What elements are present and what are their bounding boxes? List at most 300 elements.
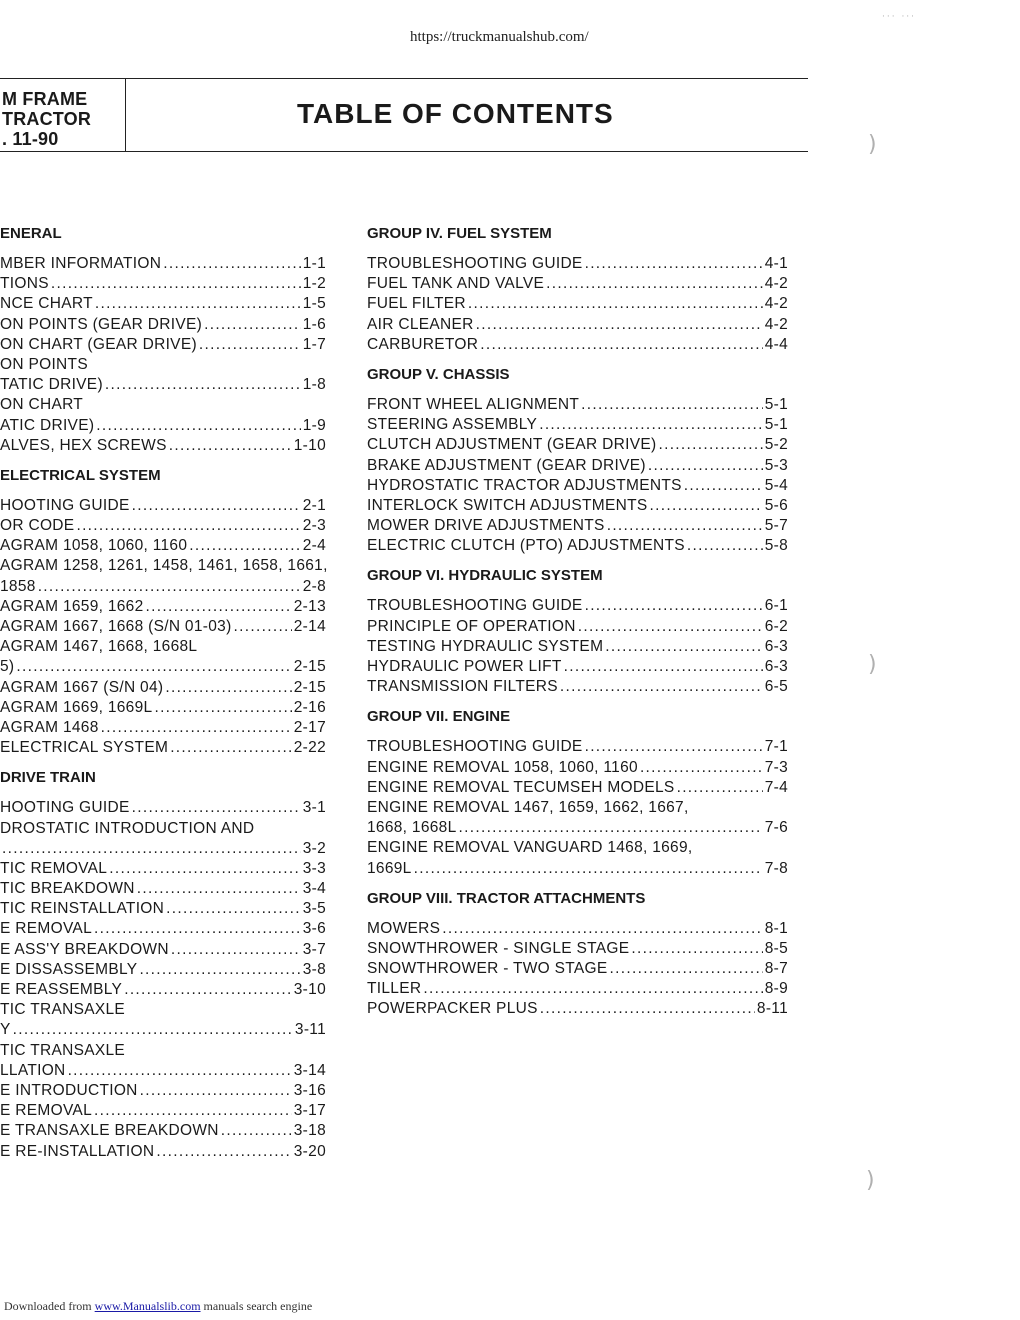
toc-entry[interactable] (367, 859, 788, 879)
toc-leader-dots (109, 859, 300, 879)
toc-entry-title: TIC TRANSAXLE (0, 1041, 126, 1059)
toc-entry[interactable] (0, 839, 326, 859)
toc-leader-dots (650, 496, 763, 516)
toc-entry[interactable] (367, 979, 788, 999)
toc-leader-dots (124, 980, 292, 1000)
toc-entry-page: 2-17 (293, 718, 326, 736)
toc-entry-title: ELECTRIC CLUTCH (PTO) ADJUSTMENTS (367, 537, 685, 555)
toc-leader-dots (146, 597, 292, 617)
toc-entry-title: FUEL TANK AND VALVE (367, 275, 545, 293)
toc-entry-title: E DISSASSEMBLY (0, 960, 138, 978)
toc-group (0, 466, 326, 768)
toc-entry-page: 5-3 (764, 456, 788, 474)
toc-entry-page: 4-1 (764, 255, 788, 272)
toc-entry-page: 4-2 (764, 295, 788, 313)
toc-leader-dots (68, 1061, 292, 1081)
toc-entry-page: 8-1 (764, 919, 788, 937)
toc-entry[interactable] (0, 496, 326, 516)
toc-leader-dots (101, 718, 292, 738)
hole-punch-mark: ) (868, 652, 877, 677)
toc-entry-title: BRAKE ADJUSTMENT (GEAR DRIVE) (367, 456, 646, 474)
group-spacer (367, 355, 788, 365)
toc-entry-page: 2-4 (302, 537, 326, 555)
toc-entry-page: 6-3 (764, 658, 788, 675)
toc-entry-page: 8-7 (764, 960, 788, 978)
toc-entry[interactable] (0, 294, 326, 314)
toc-entry[interactable] (0, 1061, 326, 1081)
toc-entry-title: TESTING HYDRAULIC SYSTEM (367, 637, 604, 655)
toc-entry-title: INTERLOCK SWITCH ADJUSTMENTS (367, 496, 648, 514)
toc-entry-page: 5-2 (764, 436, 788, 454)
toc-group-title: GROUP IV. FUEL SYSTEM (367, 225, 552, 242)
toc-leader-dots (423, 979, 762, 999)
toc-entry[interactable] (367, 456, 788, 476)
toc-entry[interactable] (0, 617, 326, 637)
toc-leader-dots (95, 294, 301, 314)
toc-entry-page: 3-3 (302, 859, 326, 877)
toc-entry[interactable] (0, 657, 326, 677)
toc-entry-page: 3-11 (294, 1021, 326, 1039)
toc-entry[interactable] (0, 315, 326, 335)
toc-group (367, 889, 788, 1030)
toc-leader-dots (468, 294, 763, 314)
toc-entry-title: ENGINE REMOVAL VANGUARD 1468, 1669, (367, 839, 693, 857)
hole-punch-mark: ) (866, 1168, 875, 1193)
toc-entry[interactable] (0, 274, 326, 294)
toc-entry-title: 5) (0, 658, 15, 676)
toc-entry[interactable] (367, 818, 788, 838)
toc-entry[interactable] (367, 476, 788, 496)
toc-entry-page: 3-2 (302, 839, 326, 857)
toc-leader-dots (165, 678, 291, 698)
toc-entry-page: 5-8 (764, 537, 788, 555)
toc-entry-page: 5-6 (764, 496, 788, 514)
toc-entry-page: 6-2 (764, 617, 788, 635)
toc-entry-page: 8-11 (756, 1000, 788, 1018)
footer-suffix: manuals search engine (203, 1299, 313, 1313)
toc-entry[interactable] (367, 919, 788, 939)
toc-entry-title: 1669L (367, 859, 412, 877)
toc-entry-page: 1-7 (302, 335, 326, 353)
toc-entry[interactable] (367, 617, 788, 637)
toc-entry-title: TIC TRANSAXLE (0, 1001, 126, 1019)
toc-entry-page: 2-14 (293, 618, 326, 635)
toc-entry-page: 6-1 (764, 597, 788, 615)
toc-entry[interactable] (0, 1020, 326, 1040)
footer (4, 1299, 312, 1314)
toc-entry-page: 3-8 (302, 960, 326, 978)
toc-entry-title: HOOTING GUIDE (0, 496, 130, 514)
toc-entry[interactable] (0, 698, 326, 718)
toc-entry[interactable] (367, 637, 788, 657)
toc-leader-dots (581, 395, 763, 415)
toc-entry[interactable] (0, 960, 326, 980)
toc-leader-dots (414, 859, 763, 879)
toc-group-title: DRIVE TRAIN (0, 769, 96, 787)
toc-entry[interactable] (0, 254, 326, 274)
toc-leader-dots (610, 959, 763, 979)
header-left-line: . 11-90 (2, 129, 59, 149)
toc-entry[interactable] (367, 798, 788, 818)
toc-entry-page: 7-6 (764, 819, 788, 837)
toc-entry-title: CARBURETOR (367, 335, 479, 353)
group-spacer (0, 456, 326, 466)
toc-entry[interactable] (367, 315, 788, 335)
toc-entry-page: 3-5 (302, 900, 326, 918)
toc-entry-title: HYDROSTATIC TRACTOR ADJUSTMENTS (367, 476, 682, 494)
toc-leader-dots (132, 496, 301, 516)
toc-leader-dots (546, 274, 763, 294)
toc-entry-title: TILLER (367, 980, 422, 998)
toc-entry-title: ON POINTS (0, 355, 88, 373)
toc-entry-title: FUEL FILTER (367, 295, 466, 313)
toc-entry-page: 8-9 (764, 980, 788, 998)
toc-leader-dots (631, 939, 762, 959)
toc-entry[interactable] (367, 254, 788, 274)
toc-entry-title: Y (0, 1021, 11, 1039)
toc-entry-page: 2-3 (302, 517, 326, 535)
toc-entry[interactable] (367, 657, 788, 677)
header-divider (125, 78, 126, 152)
toc-entry[interactable] (0, 516, 326, 536)
toc-entry-title: SNOWTHROWER - SINGLE STAGE (367, 939, 630, 957)
toc-leader-dots (585, 737, 763, 757)
toc-leader-dots (234, 617, 292, 637)
toc-entry-page: 7-8 (764, 859, 788, 877)
toc-entry-title: AGRAM 1467, 1668, 1668L (0, 638, 198, 656)
toc-entry-page: 3-17 (293, 1102, 326, 1120)
toc-entry-title: TROUBLESHOOTING GUIDE (367, 738, 583, 756)
toc-entry-page: 7-3 (764, 758, 788, 776)
toc-entry[interactable] (0, 678, 326, 698)
toc-entry-title: ENGINE REMOVAL TECUMSEH MODELS (367, 778, 675, 796)
toc-entry[interactable] (0, 1041, 326, 1061)
toc-entry-page: 7-1 (764, 738, 788, 756)
toc-entry-title: E REMOVAL (0, 1102, 92, 1120)
toc-leader-dots (585, 596, 763, 616)
toc-entry-title: E RE-INSTALLATION (0, 1142, 155, 1160)
group-spacer (367, 879, 788, 889)
toc-entry-page: 2-15 (293, 658, 326, 676)
toc-entry-page: 5-1 (764, 395, 788, 413)
toc-leader-dots (105, 375, 301, 395)
toc-entry[interactable] (367, 959, 788, 979)
toc-entry[interactable] (367, 999, 788, 1019)
toc-group-title: ENERAL (0, 225, 62, 242)
toc-entry[interactable] (367, 778, 788, 798)
toc-leader-dots (607, 516, 763, 536)
toc-entry-page: 3-14 (293, 1061, 326, 1079)
toc-entry[interactable] (0, 597, 326, 617)
toc-entry[interactable] (367, 395, 788, 415)
toc-group (367, 707, 788, 888)
toc-entry-page: 2-13 (293, 597, 326, 615)
toc-entry-page: 1-5 (302, 295, 326, 313)
toc-entry-page: 5-4 (764, 476, 788, 494)
toc-entry[interactable] (367, 838, 788, 858)
toc-leader-dots (166, 899, 301, 919)
header-left-block (2, 89, 91, 149)
footer-prefix: Downloaded from (4, 1299, 92, 1313)
toc-entry[interactable] (0, 436, 326, 456)
toc-entry-page: 2-16 (293, 698, 326, 716)
toc-leader-dots (169, 436, 292, 456)
toc-entry-title: ON POINTS (GEAR DRIVE) (0, 315, 203, 333)
toc-entry-title: POWERPACKER PLUS (367, 1000, 538, 1018)
toc-entry-page: 3-6 (302, 920, 326, 938)
group-spacer (367, 1020, 788, 1030)
toc-entry[interactable] (367, 737, 788, 757)
toc-entry-title: AGRAM 1667 (S/N 04) (0, 678, 164, 696)
toc-leader-dots (94, 1101, 292, 1121)
toc-group (367, 566, 788, 707)
toc-entry-page: 4-2 (764, 315, 788, 333)
toc-entry[interactable] (0, 355, 326, 375)
toc-leader-dots (540, 999, 755, 1019)
header-left-line: M FRAME (2, 89, 88, 109)
toc-entry-title: AGRAM 1667, 1668 (S/N 01-03) (0, 618, 232, 635)
toc-leader-dots (163, 254, 300, 274)
toc-entry-title: MOWER DRIVE ADJUSTMENTS (367, 517, 605, 535)
toc-entry-title: HOOTING GUIDE (0, 799, 130, 817)
toc-entry[interactable] (0, 1081, 326, 1101)
toc-entry-page: 7-4 (764, 778, 788, 796)
toc-group (0, 224, 326, 466)
toc-entry-title: CLUTCH ADJUSTMENT (GEAR DRIVE) (367, 436, 657, 454)
toc-group-title: GROUP V. CHASSIS (367, 365, 510, 383)
toc-leader-dots (476, 315, 763, 335)
toc-leader-dots (677, 778, 763, 798)
toc-entry-page: 6-5 (764, 678, 788, 696)
toc-entry-page: 2-1 (302, 496, 326, 514)
group-spacer (367, 556, 788, 566)
toc-entry-title: TROUBLESHOOTING GUIDE (367, 597, 583, 615)
toc-entry[interactable] (367, 677, 788, 697)
toc-entry-title: LLATION (0, 1061, 66, 1079)
toc-entry-page: 3-20 (293, 1142, 326, 1160)
toc-leader-dots (640, 758, 763, 778)
toc-entry[interactable] (0, 1121, 326, 1141)
toc-leader-dots (137, 879, 301, 899)
toc-entry[interactable] (367, 294, 788, 314)
toc-entry-page: 1-6 (302, 315, 326, 333)
toc-entry-title: TIC REINSTALLATION (0, 900, 165, 918)
toc-entry[interactable] (0, 879, 326, 899)
toc-leader-dots (204, 315, 301, 335)
toc-entry[interactable] (0, 1101, 326, 1121)
toc-entry[interactable] (0, 859, 326, 879)
toc-entry[interactable] (367, 596, 788, 616)
toc-entry-page: 3-18 (293, 1122, 326, 1140)
toc-entry-title: DROSTATIC INTRODUCTION AND (0, 819, 255, 837)
toc-leader-dots (2, 839, 301, 859)
toc-entry-title: OR CODE (0, 517, 75, 535)
header-top-rule (0, 78, 808, 79)
toc-leader-dots (564, 657, 763, 677)
toc-entry-title: E REASSEMBLY (0, 981, 123, 998)
toc-entry-page: 6-3 (764, 637, 788, 655)
toc-entry[interactable] (367, 536, 788, 556)
toc-entry[interactable] (0, 637, 326, 657)
toc-entry-title: ENGINE REMOVAL 1058, 1060, 1160 (367, 758, 638, 776)
toc-entry-page: 4-4 (764, 335, 788, 353)
toc-entry[interactable] (367, 335, 788, 355)
toc-entry-page: 1-10 (293, 436, 326, 454)
toc-entry-title: AGRAM 1659, 1662 (0, 597, 144, 615)
toc-entry-title: MBER INFORMATION (0, 255, 162, 272)
toc-leader-dots (684, 476, 763, 496)
toc-leader-dots (139, 960, 300, 980)
toc-leader-dots (94, 919, 301, 939)
toc-entry-title: STEERING ASSEMBLY (367, 416, 538, 434)
toc-entry-title: ON CHART (0, 396, 84, 414)
toc-entry-title: TIC REMOVAL (0, 859, 108, 877)
toc-entry-page: 4-2 (764, 275, 788, 293)
toc-entry-title: ATIC DRIVE) (0, 416, 95, 434)
toc-entry-title: AIR CLEANER (367, 315, 474, 333)
toc-entry[interactable] (367, 516, 788, 536)
toc-leader-dots (96, 416, 300, 436)
toc-left-column (0, 224, 326, 1172)
toc-entry[interactable] (0, 536, 326, 556)
toc-entry[interactable] (0, 919, 326, 939)
toc-leader-dots (76, 516, 300, 536)
toc-entry[interactable] (0, 416, 326, 436)
toc-leader-dots (480, 335, 762, 355)
toc-entry-title: E INTRODUCTION (0, 1081, 138, 1099)
toc-entry-title: AGRAM 1258, 1261, 1458, 1461, 1658, 1661, (0, 557, 328, 575)
toc-entry[interactable] (367, 758, 788, 778)
toc-entry-page: 3-4 (302, 880, 326, 898)
toc-entry-title: TIONS (0, 275, 49, 293)
toc-group-title: GROUP VII. ENGINE (367, 708, 511, 726)
toc-leader-dots (648, 456, 763, 476)
toc-leader-dots (189, 536, 300, 556)
toc-leader-dots (578, 617, 763, 637)
toc-entry-title: AGRAM 1468 (0, 718, 99, 736)
toc-leader-dots (539, 415, 762, 435)
toc-entry-title: ON CHART (GEAR DRIVE) (0, 335, 197, 353)
toc-leader-dots (13, 1020, 293, 1040)
toc-entry[interactable] (367, 274, 788, 294)
toc-leader-dots (140, 1081, 292, 1101)
toc-entry[interactable] (367, 435, 788, 455)
toc-entry-title: MOWERS (367, 919, 441, 937)
toc-entry-page: 2-15 (293, 678, 326, 696)
toc-entry[interactable] (0, 899, 326, 919)
toc-group-title: ELECTRICAL SYSTEM (0, 466, 161, 484)
toc-entry-title: 1668, 1668L (367, 819, 457, 837)
toc-leader-dots (459, 818, 763, 838)
toc-entry[interactable] (367, 939, 788, 959)
toc-group-title: GROUP VI. HYDRAULIC SYSTEM (367, 567, 603, 585)
toc-entry-title: TATIC DRIVE) (0, 376, 103, 394)
group-spacer (367, 697, 788, 707)
toc-entry[interactable] (0, 1142, 326, 1162)
toc-entry-title: TRANSMISSION FILTERS (367, 678, 558, 696)
toc-entry-page: 5-1 (764, 416, 788, 434)
toc-group-title: GROUP VIII. TRACTOR ATTACHMENTS (367, 889, 646, 907)
toc-entry-page: 3-16 (293, 1081, 326, 1099)
toc-leader-dots (16, 657, 291, 677)
group-spacer (0, 758, 326, 768)
toc-entry-page: 1-2 (302, 275, 326, 293)
toc-leader-dots (658, 435, 762, 455)
toc-entry-page: 1-1 (302, 255, 326, 272)
toc-entry[interactable] (0, 819, 326, 839)
toc-entry[interactable] (0, 556, 326, 576)
scan-mark: ··· ··· (882, 12, 917, 22)
toc-leader-dots (605, 637, 762, 657)
toc-leader-dots (560, 677, 763, 697)
toc-entry[interactable] (0, 1000, 326, 1020)
toc-leader-dots (171, 940, 301, 960)
toc-entry-page: 3-1 (302, 799, 326, 817)
toc-entry-title: ALVES, HEX SCREWS (0, 436, 167, 454)
toc-leader-dots (687, 536, 763, 556)
header-left-line: TRACTOR (2, 109, 92, 129)
toc-entry-page: 8-5 (764, 939, 788, 957)
toc-right-column (367, 224, 788, 1030)
toc-entry-page: 1-8 (302, 376, 326, 394)
toc-entry-title: FRONT WHEEL ALIGNMENT (367, 395, 580, 413)
toc-entry[interactable] (0, 798, 326, 818)
toc-entry[interactable] (367, 415, 788, 435)
toc-entry[interactable] (0, 375, 326, 395)
toc-entry-page: 2-8 (302, 577, 326, 595)
toc-entry-title: ENGINE REMOVAL 1467, 1659, 1662, 1667, (367, 798, 689, 816)
toc-entry[interactable] (0, 980, 326, 1000)
toc-entry-page: 5-7 (764, 517, 788, 535)
toc-entry-title: E REMOVAL (0, 920, 92, 938)
toc-entry-title: TROUBLESHOOTING GUIDE (367, 255, 583, 272)
toc-leader-dots (156, 1142, 291, 1162)
toc-entry-page: 1-9 (302, 416, 326, 434)
toc-entry-title: E TRANSAXLE BREAKDOWN (0, 1122, 219, 1140)
toc-leader-dots (442, 919, 762, 939)
toc-entry-title: TIC BREAKDOWN (0, 880, 135, 898)
toc-entry[interactable] (0, 577, 326, 597)
group-spacer (0, 1162, 326, 1172)
toc-entry-title: NCE CHART (0, 295, 93, 313)
toc-leader-dots (170, 738, 292, 758)
toc-entry-page: 3-7 (302, 940, 326, 958)
toc-leader-dots (38, 577, 301, 597)
toc-entry-title: AGRAM 1669, 1669L (0, 698, 153, 716)
toc-leader-dots (199, 335, 301, 355)
toc-entry-title: AGRAM 1058, 1060, 1160 (0, 537, 188, 555)
toc-entry-title: ELECTRICAL SYSTEM (0, 739, 169, 757)
toc-leader-dots (154, 698, 291, 718)
page-title: TABLE OF CONTENTS (297, 98, 614, 129)
toc-entry[interactable] (0, 335, 326, 355)
footer-link[interactable]: www.Manualslib.com (94, 1299, 201, 1313)
toc-entry[interactable] (0, 395, 326, 415)
toc-entry-page: 2-22 (293, 739, 326, 757)
toc-group (367, 365, 788, 567)
toc-group (0, 768, 326, 1171)
toc-leader-dots (585, 254, 763, 274)
toc-entry[interactable] (0, 738, 326, 758)
toc-entry[interactable] (0, 718, 326, 738)
toc-leader-dots (132, 798, 301, 818)
source-url[interactable]: https://truckmanualshub.com/ (410, 29, 589, 45)
toc-entry-title: E ASS'Y BREAKDOWN (0, 940, 169, 958)
toc-leader-dots (221, 1121, 292, 1141)
toc-entry[interactable] (0, 940, 326, 960)
toc-entry[interactable] (367, 496, 788, 516)
toc-group (367, 224, 788, 365)
